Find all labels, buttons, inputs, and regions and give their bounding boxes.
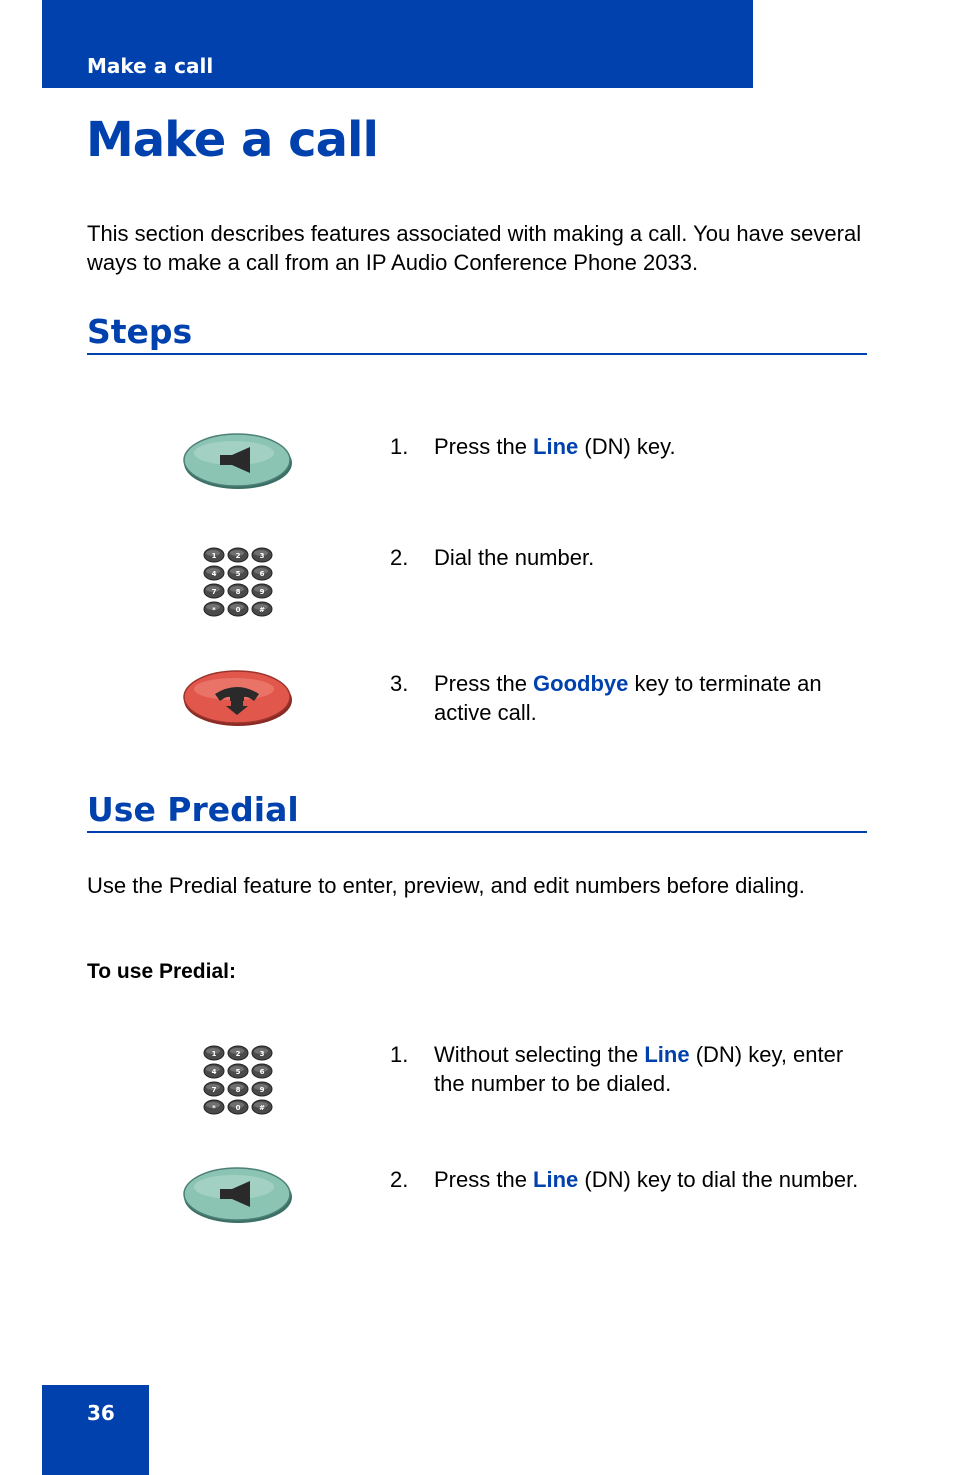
dialpad-key-icon <box>252 1064 272 1078</box>
dialpad-key-icon <box>228 566 248 580</box>
svg-text:*: * <box>212 606 216 614</box>
step-number: 1. <box>390 434 409 459</box>
svg-text:7: 7 <box>211 588 217 596</box>
svg-text:6: 6 <box>259 570 265 578</box>
svg-text:9: 9 <box>259 1086 265 1094</box>
dialpad-key-icon <box>228 602 248 616</box>
line-key-label: Line <box>533 434 579 459</box>
step-text: (DN) key. <box>578 434 676 459</box>
header-bar <box>42 0 753 88</box>
predial-description: Use the Predial feature to enter, preview, and edit numbers before dialing. <box>87 873 805 898</box>
dialpad-icon <box>203 1043 275 1115</box>
svg-text:2: 2 <box>235 1050 241 1058</box>
steps-step-2 <box>390 543 870 572</box>
svg-text:5: 5 <box>235 1068 241 1076</box>
use-predial-heading: Use Predial <box>87 790 867 833</box>
running-title: Make a call <box>87 54 214 78</box>
step-text: Without selecting the <box>434 1042 645 1067</box>
page-title: Make a call <box>86 112 378 168</box>
dialpad-key-icon <box>204 1100 224 1114</box>
line-key-icon <box>182 431 294 491</box>
steps-step-1 <box>390 432 870 461</box>
procedure-title: To use Predial: <box>87 960 236 983</box>
dialpad-key-icon <box>252 602 272 616</box>
step-text: (DN) key to dial the number. <box>578 1167 859 1192</box>
dialpad-key-icon <box>204 1064 224 1078</box>
dialpad-key-icon <box>252 1100 272 1114</box>
step-text: Press the <box>434 671 534 696</box>
steps-step-3 <box>390 669 870 727</box>
predial-step-1 <box>390 1040 870 1098</box>
dialpad-key-icon <box>252 566 272 580</box>
goodbye-key-label: Goodbye <box>533 671 629 696</box>
step-text: key to terminate an active call. <box>434 671 822 725</box>
svg-text:0: 0 <box>235 606 241 614</box>
dialpad-key-icon <box>252 584 272 598</box>
svg-text:#: # <box>259 1104 265 1112</box>
svg-text:0: 0 <box>235 1104 241 1112</box>
step-text: Press the <box>434 434 534 459</box>
svg-text:3: 3 <box>259 1050 265 1058</box>
svg-text:1: 1 <box>211 1050 217 1058</box>
goodbye-key-icon <box>182 668 294 728</box>
step-text: Press the <box>434 1167 534 1192</box>
step-number: 1. <box>390 1042 409 1067</box>
dialpad-key-icon <box>252 548 272 562</box>
step-text: Dial the number. <box>434 545 595 570</box>
dialpad-key-icon <box>204 1082 224 1096</box>
dialpad-key-icon <box>228 1064 248 1078</box>
dialpad-key-icon <box>252 1046 272 1060</box>
line-key-icon <box>182 1165 294 1225</box>
dialpad-key-icon <box>228 584 248 598</box>
svg-text:8: 8 <box>235 588 241 596</box>
dialpad-key-icon <box>204 584 224 598</box>
svg-text:4: 4 <box>211 1068 217 1076</box>
svg-text:4: 4 <box>211 570 217 578</box>
dialpad-key-icon <box>204 1046 224 1060</box>
line-key-label: Line <box>644 1042 690 1067</box>
page-number: 36 <box>87 1401 115 1425</box>
dialpad-icon <box>203 545 275 617</box>
dialpad-key-icon <box>204 602 224 616</box>
step-number: 2. <box>390 1167 409 1192</box>
step-number: 3. <box>390 671 409 696</box>
dialpad-key-icon <box>228 1100 248 1114</box>
dialpad-key-icon <box>228 548 248 562</box>
predial-step-2 <box>390 1165 870 1194</box>
svg-text:1: 1 <box>211 552 217 560</box>
dialpad-key-icon <box>204 548 224 562</box>
step-number: 2. <box>390 545 409 570</box>
line-key-label: Line <box>533 1167 579 1192</box>
svg-text:7: 7 <box>211 1086 217 1094</box>
svg-text:9: 9 <box>259 588 265 596</box>
svg-text:3: 3 <box>259 552 265 560</box>
svg-text:5: 5 <box>235 570 241 578</box>
dialpad-key-icon <box>204 566 224 580</box>
dialpad-key-icon <box>228 1082 248 1096</box>
dialpad-key-icon <box>252 1082 272 1096</box>
svg-text:#: # <box>259 606 265 614</box>
page-number-box <box>42 1385 149 1475</box>
dialpad-key-icon <box>228 1046 248 1060</box>
svg-text:2: 2 <box>235 552 241 560</box>
intro-paragraph: This section describes features associated with making a call. You have several ways to make a call from an IP Audio Conference Phone 2033. <box>87 221 862 275</box>
step-text: (DN) key, enter the number to be dialed. <box>434 1042 844 1096</box>
svg-text:6: 6 <box>259 1068 265 1076</box>
steps-heading: Steps <box>87 312 867 355</box>
svg-text:*: * <box>212 1104 216 1112</box>
svg-text:8: 8 <box>235 1086 241 1094</box>
